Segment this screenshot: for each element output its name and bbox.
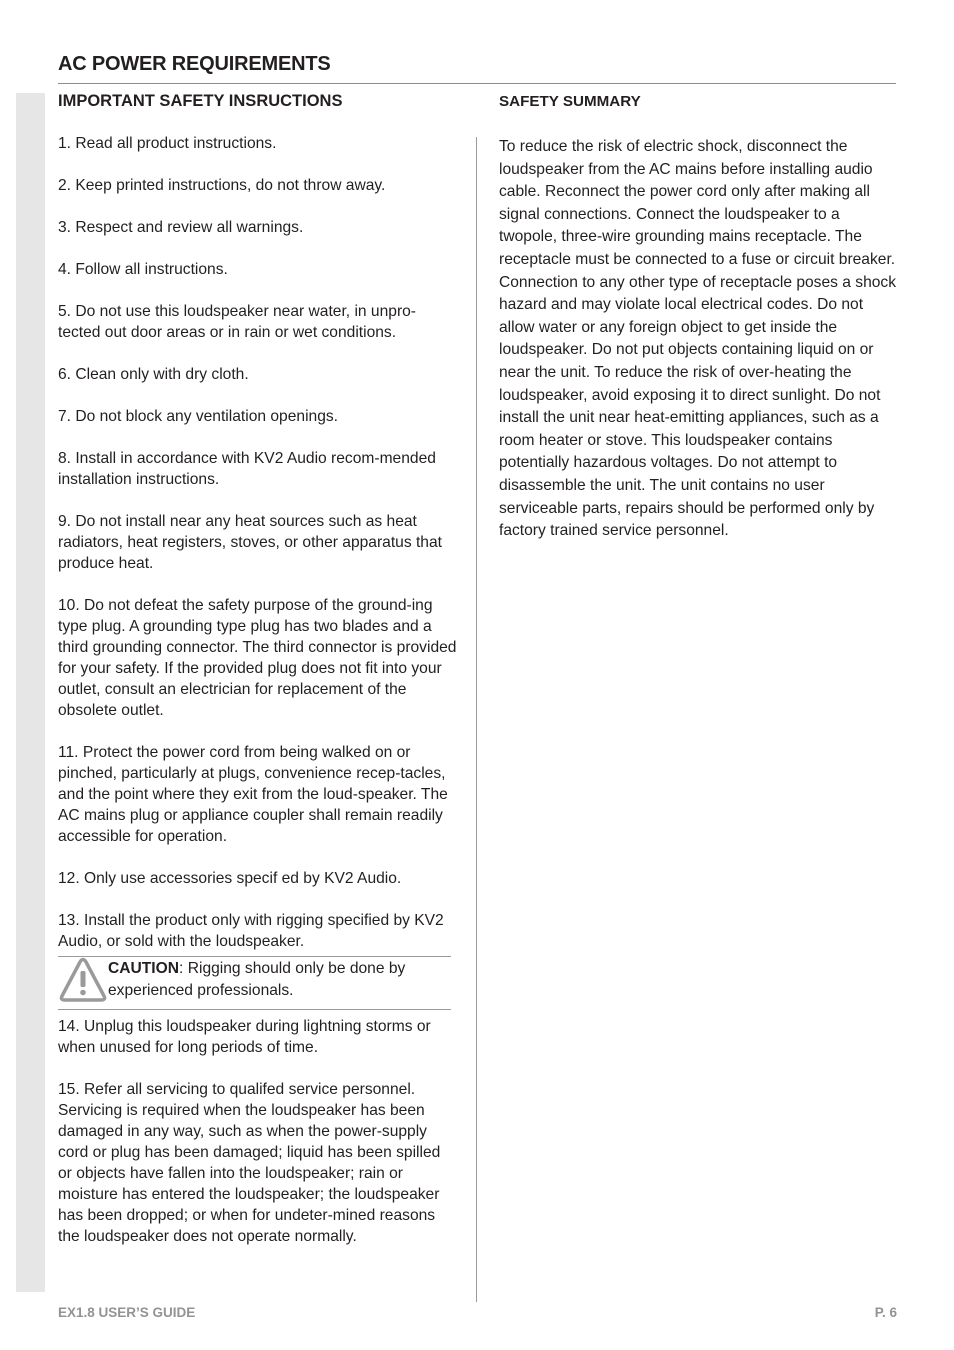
page-title: AC POWER REQUIREMENTS <box>58 53 331 75</box>
caution-box <box>58 956 451 1010</box>
instruction-list <box>58 133 458 1247</box>
safety-summary-text: To reduce the risk of electric shock, disconnect the loudspeaker from the AC mains before installing audio cable. Reconnect the power cord only after making all signal connections. Connect the loudspeaker to a twopole, three-wire grounding mains receptacle. The receptacle must be connected to a fuse or circuit breaker. Connection to any other type of receptacle poses a shock hazard and may violate local electrical codes. Do not allow water or any foreign object to get inside the loudspeaker. Do not put objects containing liquid on or near the unit. To reduce the risk of over-heating the loudspeaker, avoid exposing it to direct sunlight. Do not install the unit near heat-emitting appliances, such as a room heater or stove. This loudspeaker contains potentially hazardous voltages. Do not attempt to disassemble the unit. The unit contains no user serviceable parts, repairs should be performed only by factory trained service personnel. <box>499 138 897 540</box>
caution-label: CAUTION <box>108 960 180 977</box>
instruction-item: 4. Follow all instructions. <box>58 261 228 278</box>
safety-instructions-heading: IMPORTANT SAFETY INSRUCTIONS <box>58 92 343 110</box>
instruction-item: 14. Unplug this loudspeaker during lightning storms or when unused for long periods of time. <box>58 1018 431 1056</box>
instruction-item: 3. Respect and review all warnings. <box>58 219 304 236</box>
instruction-item: 2. Keep printed instructions, do not throw away. <box>58 177 386 194</box>
safety-summary-column <box>499 91 901 558</box>
instruction-item: 7. Do not block any ventilation openings. <box>58 408 339 425</box>
instruction-item: 6. Clean only with dry cloth. <box>58 366 249 383</box>
caution-message: : Rigging should only be done by experienced professionals. <box>108 960 406 999</box>
instruction-item: 13. Install the product only with rigging specified by KV2 Audio, or sold with the loudspeaker. <box>58 912 444 950</box>
instruction-item: 10. Do not defeat the safety purpose of the ground-ing type plug. A grounding type plug has two blades and a third grounding connector. The third connector is provided for your safety. If the provided plug does not fit into your outlet, consult an electrician for replacement of the obsolete outlet. <box>58 597 457 719</box>
instruction-item: 1. Read all product instructions. <box>58 135 277 152</box>
instruction-item: 11. Protect the power cord from being walked on or pinched, particularly at plugs, convenience recep-tacles, and the point where they exit from the loud-speaker. The AC mains plug or appliance coupler shall remain readily accessible for operation. <box>58 744 448 845</box>
caution-text <box>108 957 451 1002</box>
safety-instructions-column <box>58 91 458 1268</box>
instruction-item: 12. Only use accessories specif ed by KV2 Audio. <box>58 870 402 887</box>
safety-summary-heading: SAFETY SUMMARY <box>499 93 641 110</box>
side-bar <box>16 93 45 1292</box>
footer-page-number: P. 6 <box>874 1305 897 1320</box>
column-divider <box>476 137 477 1302</box>
instruction-item: 5. Do not use this loudspeaker near water, in unpro-tected out door areas or in rain or wet conditions. <box>58 303 417 341</box>
title-rule <box>58 83 896 84</box>
instruction-item: 15. Refer all servicing to qualifed service personnel. Servicing is required when the loudspeaker has been damaged in any way, such as when the power-supply cord or plug has been damaged; liquid has been spilled or objects have fallen into the loudspeaker; rain or moisture has entered the loudspeaker; the loudspeaker has been dropped; or when for undeter-mined reasons the loudspeaker does not operate normally. <box>58 1081 441 1245</box>
instruction-item: 9. Do not install near any heat sources such as heat radiators, heat registers, stoves, or other apparatus that produce heat. <box>58 513 442 572</box>
instruction-item: 8. Install in accordance with KV2 Audio recom-mended installation instructions. <box>58 450 436 488</box>
footer-guide-title: EX1.8 USER’S GUIDE <box>58 1305 196 1320</box>
warning-triangle-icon <box>58 957 108 1003</box>
